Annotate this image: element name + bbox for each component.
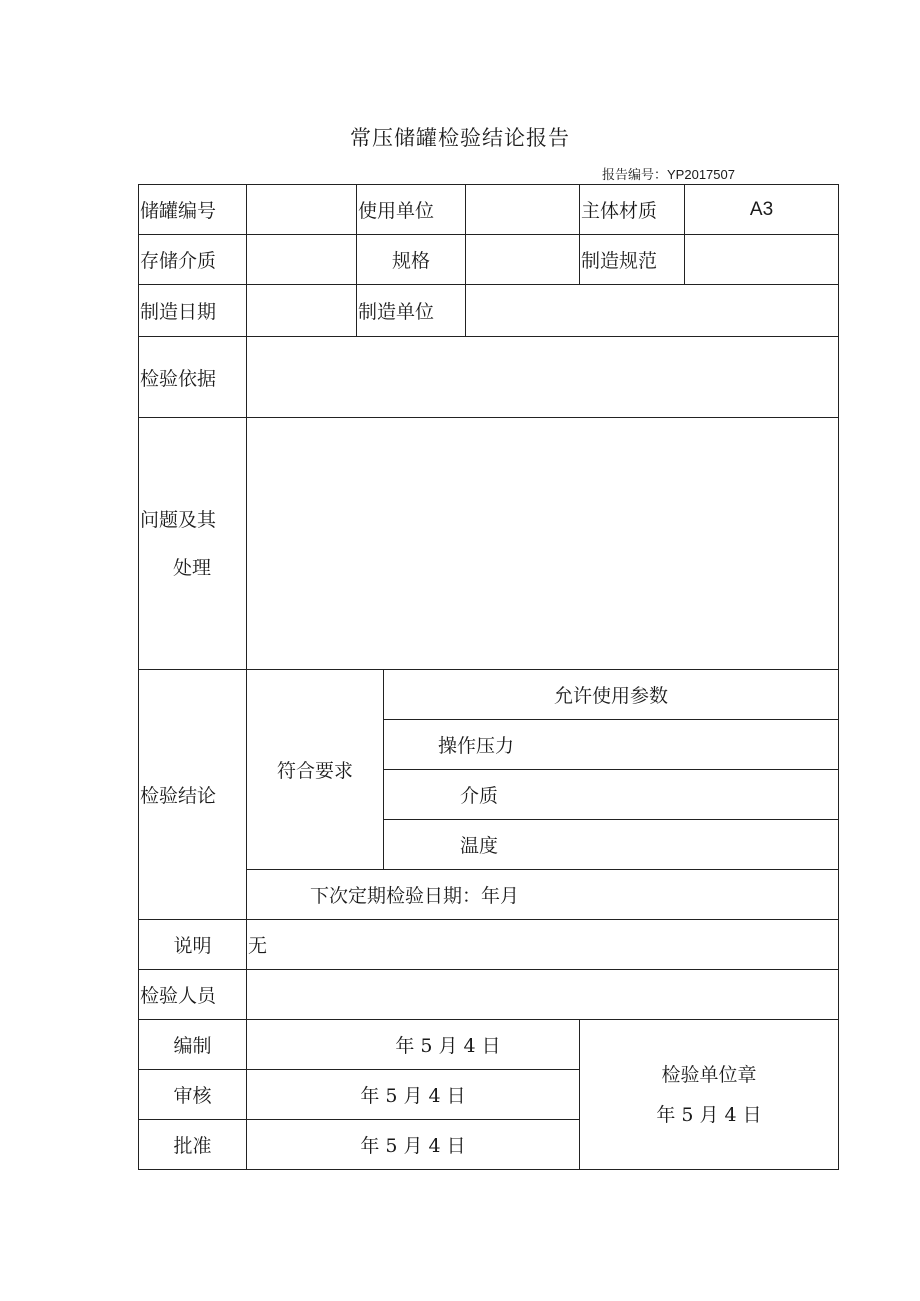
- table-row: [139, 337, 839, 418]
- approved-label: 批准: [139, 1120, 247, 1170]
- inspection-form-table: [138, 184, 839, 1170]
- spec-label: 规格: [357, 235, 466, 285]
- seal-date[interactable]: 年 5 月 4 日: [656, 1103, 762, 1126]
- spec-field[interactable]: [466, 235, 580, 285]
- table-row: [139, 418, 839, 670]
- inspectors-field[interactable]: [247, 970, 839, 1020]
- approved-date[interactable]: 年 5 月 4 日: [247, 1120, 580, 1170]
- conclusion-result: 符合要求: [247, 670, 384, 870]
- allowed-params-header: 允许使用参数: [384, 670, 839, 720]
- problems-field[interactable]: [247, 418, 839, 670]
- conclusion-label: 检验结论: [139, 670, 247, 920]
- report-number: [602, 164, 735, 183]
- seal-cell: [580, 1020, 839, 1170]
- notes-field[interactable]: 无: [247, 920, 839, 970]
- document-title: 常压储罐检验结论报告: [350, 126, 570, 150]
- pressure-label: 操作压力: [384, 720, 839, 770]
- report-number-label: 报告编号：: [602, 168, 668, 183]
- table-row: [139, 920, 839, 970]
- manufacturer-field[interactable]: [466, 285, 839, 337]
- compiled-date[interactable]: 年 5 月 4 日: [247, 1020, 580, 1070]
- problems-label-line2: 处理: [173, 556, 212, 579]
- mfg-standard-field[interactable]: [685, 235, 839, 285]
- table-row: [139, 1020, 839, 1070]
- report-number-value: YP2017507: [667, 167, 735, 182]
- mfg-date-field[interactable]: [247, 285, 357, 337]
- tank-no-label: 储罐编号: [139, 185, 247, 235]
- medium-label: 存储介质: [139, 235, 247, 285]
- material-label: 主体材质: [580, 185, 685, 235]
- tank-no-field[interactable]: [247, 185, 357, 235]
- medium-field[interactable]: [247, 235, 357, 285]
- table-row: [139, 185, 839, 235]
- mfg-date-label: 制造日期: [139, 285, 247, 337]
- reviewed-date[interactable]: 年 5 月 4 日: [247, 1070, 580, 1120]
- medium-param-label: 介质: [384, 770, 839, 820]
- next-inspection-date: 下次定期检验日期：年月: [247, 870, 839, 920]
- problems-label-line1: 问题及其: [140, 508, 217, 531]
- user-unit-field[interactable]: [466, 185, 580, 235]
- mfg-standard-label: 制造规范: [580, 235, 685, 285]
- table-row: [139, 670, 839, 720]
- problems-label: [139, 418, 247, 670]
- table-row: [139, 285, 839, 337]
- material-field[interactable]: A3: [685, 185, 839, 235]
- user-unit-label: 使用单位: [357, 185, 466, 235]
- inspectors-label: 检验人员: [139, 970, 247, 1020]
- seal-label: 检验单位章: [661, 1063, 757, 1086]
- basis-label: 检验依据: [139, 337, 247, 418]
- compiled-label: 编制: [139, 1020, 247, 1070]
- reviewed-label: 审核: [139, 1070, 247, 1120]
- table-row: [139, 235, 839, 285]
- manufacturer-label: 制造单位: [357, 285, 466, 337]
- table-row: [139, 970, 839, 1020]
- notes-label: 说明: [139, 920, 247, 970]
- basis-field[interactable]: [247, 337, 839, 418]
- temperature-label: 温度: [384, 820, 839, 870]
